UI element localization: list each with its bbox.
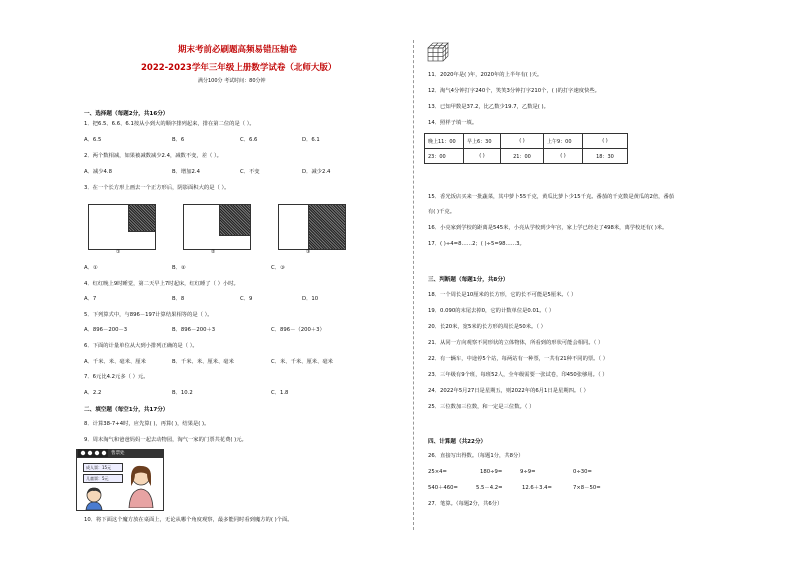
table-cell: 晚上11：00 — [425, 134, 464, 149]
q2-option-b: B．增加2.4 — [172, 169, 200, 175]
ticket-seller-figure — [123, 462, 159, 508]
question-12: 12．淘气4分钟打字240个，笑笑3分钟打字210个，( )的打字速度快些。 — [428, 88, 600, 94]
question-20: 20．长20米，宽5米的长方形的周长是50米。（ ） — [428, 324, 546, 330]
section-choice-heading: 一、选择题（每题2分，共16分） — [84, 111, 169, 117]
question-9: 9．周末淘气和爸爸妈妈一起去动物园，淘气一家的门票共花费( )元。 — [84, 437, 247, 443]
question-13: 13．已知甲数是37.2，比乙数少19.7，乙数是( )。 — [428, 104, 549, 110]
question-2: 2．两个数相减，如果被减数减少2.4，减数不变，差（ ）。 — [84, 153, 222, 159]
q4-option-c: C．9 — [240, 296, 253, 302]
exam-title: 期末考前必刷题高频易错压轴卷 — [178, 45, 298, 55]
calc-item: 9÷9= — [520, 469, 536, 475]
q1-option-a: A．6.5 — [84, 137, 102, 143]
figure-rectangle-3 — [278, 204, 346, 250]
table-cell: 上午9：00 — [544, 134, 583, 149]
question-17: 17．( )÷4=8……2；( )÷5=98……3。 — [428, 241, 525, 247]
question-11: 11．2020年是( )年，2020年的上半年有( )天。 — [428, 72, 543, 78]
q2-option-d: D．减少2.4 — [302, 169, 331, 175]
q7-option-b: B．10.2 — [172, 390, 193, 396]
calc-item: 25×4= — [428, 469, 447, 475]
q7-option-a: A．2.2 — [84, 390, 102, 396]
exam-info: 满分100分 考试时间：80分钟 — [198, 78, 266, 84]
table-row — [425, 134, 628, 149]
table-cell: ( ) — [583, 134, 628, 149]
question-15-continued: 有( )千克。 — [428, 209, 456, 215]
question-3: 3．在一个长方形上画去一个正方形后，阴影面积大的是（ ）。 — [84, 185, 230, 191]
table-cell: 21：00 — [501, 149, 544, 164]
question-10: 10．将下面这个魔方放在桌面上，无论从哪个角度观察，最多能同时看到魔方的( )个面。 — [84, 517, 293, 523]
calc-item: 180÷9= — [480, 469, 503, 475]
question-5: 5．下列算式中，与896－197计算结果相等的是（ ）。 — [84, 312, 213, 318]
section-fill-heading: 二、填空题（每空1分，共17分） — [84, 407, 169, 413]
q1-option-d: D．6.1 — [302, 137, 320, 143]
booth-title: 售票处 — [111, 451, 125, 456]
table-cell: 23：00 — [425, 149, 464, 164]
calc-item: 5.5－4.2= — [476, 485, 503, 491]
figure-shaded-square-3 — [308, 205, 345, 249]
ticket-booth-illustration — [76, 449, 164, 511]
figure-label-2: ② — [211, 249, 216, 255]
child-ticket-price: 儿童票：5元 — [83, 474, 123, 483]
question-18: 18．一个周长是10厘米的长方形，它的长不可能是5厘米。（ ） — [428, 292, 577, 298]
question-22: 22．有一辆车，中途停5个站，每两站有一种票，一共有21种不同的票。（ ） — [428, 356, 609, 362]
figure-label-3: ③ — [306, 249, 311, 255]
q5-option-a: A．896－200－3 — [84, 327, 128, 333]
q1-option-c: C．6.6 — [240, 137, 258, 143]
child-figure — [83, 486, 105, 510]
q7-option-c: C．1.8 — [271, 390, 289, 396]
question-25: 25．三位数加三位数，和一定是三位数。（ ） — [428, 404, 535, 410]
q4-option-d: D．10 — [302, 296, 319, 302]
q3-option-c: C．③ — [271, 265, 285, 271]
q2-option-a: A．减少4.8 — [84, 169, 112, 175]
adult-ticket-price: 成人票：15元 — [83, 463, 123, 472]
q3-option-a: A．① — [84, 265, 98, 271]
film-strip-icon — [78, 449, 108, 457]
table-cell: ( ) — [544, 149, 583, 164]
question-24: 24．2022年5月27日是星期五，则2022年的6月1日是星期四。（ ） — [428, 388, 589, 394]
question-21: 21．从同一方向观察不同形状的立体物体，所看到的形状可能会相同。（ ） — [428, 340, 604, 346]
table-cell: 早上6：30 — [464, 134, 501, 149]
calc-item: 540＋460= — [428, 485, 458, 491]
question-8: 8．计算38-7+4时，应先算( )，再算( )，结果是( )。 — [84, 421, 210, 427]
table-cell: 18：30 — [583, 149, 628, 164]
q2-option-c: C．不变 — [240, 169, 260, 175]
section-judge-heading: 三、判断题（每题1分，共8分） — [428, 277, 509, 283]
q5-option-b: B．896－200＋3 — [172, 327, 216, 333]
question-16: 16．小亮家到学校的距离是545米，小亮从学校到少年宫，家上学已经走了498米，离学校还有( )米。 — [428, 225, 668, 231]
table-cell: ( ) — [501, 134, 544, 149]
q4-option-b: B．8 — [172, 296, 185, 302]
calc-item: 12.6＋3.4= — [522, 485, 552, 491]
figure-rectangle-2 — [183, 204, 251, 250]
question-14: 14．照样子填一填。 — [428, 120, 478, 126]
calc-item: 0÷30= — [573, 469, 592, 475]
question-1: 1．把6.5、6.6、6.1按从小到大的顺序排列起来，排在第二位的是（ ）。 — [84, 121, 255, 127]
figure-shaded-square-2 — [219, 205, 250, 236]
time-conversion-table — [424, 133, 628, 164]
question-6: 6．下面的计量单位从大到小排列正确的是（ ）。 — [84, 343, 198, 349]
question-4: 4．红红晚上9时睡觉，第二天早上7时起床，红红睡了（ ）小时。 — [84, 281, 239, 287]
calc-item: 7×8－50= — [573, 485, 601, 491]
table-cell: ( ) — [464, 149, 501, 164]
q6-option-c: C．米、千米、厘米、毫米 — [271, 359, 333, 365]
question-23: 23．三年级有9个班，每班52人，全年级需要一张试卷，印450张够用。（ ） — [428, 372, 608, 378]
figure-shaded-square-1 — [128, 205, 155, 232]
question-15: 15．香光饭店买来一批蔬菜，其中萝卜55千克，黄瓜比萝卜少15千克。番茄的千克数是黄瓜的2倍，番茄 — [428, 194, 675, 200]
q1-option-b: B．6 — [172, 137, 185, 143]
q6-option-b: B．千米、米、厘米、毫米 — [172, 359, 234, 365]
column-divider — [413, 40, 414, 530]
question-19: 19．0.090的末尾去掉0，它的计数单位是0.01。（ ） — [428, 308, 555, 314]
q6-option-a: A．千米、米、毫米、厘米 — [84, 359, 146, 365]
q3-option-b: B．② — [172, 265, 186, 271]
exam-subtitle: 2022-2023学年三年级上册数学试卷（北师大版） — [141, 63, 337, 73]
section-calc-heading: 四、计算题（共22分） — [428, 439, 487, 445]
question-26: 26．直接写出得数。（每题1分，共8分） — [428, 453, 524, 459]
q5-option-c: C．896－（200＋3） — [271, 327, 325, 333]
question-27: 27．笔算。（每题2分，共6分） — [428, 501, 503, 507]
question-7: 7．6元比4.2元多（ ）元。 — [84, 374, 149, 380]
q4-option-a: A．7 — [84, 296, 97, 302]
rubiks-cube-icon — [427, 42, 449, 62]
figure-label-1: ① — [116, 249, 121, 255]
table-row — [425, 149, 628, 164]
figure-rectangle-1 — [88, 204, 156, 250]
